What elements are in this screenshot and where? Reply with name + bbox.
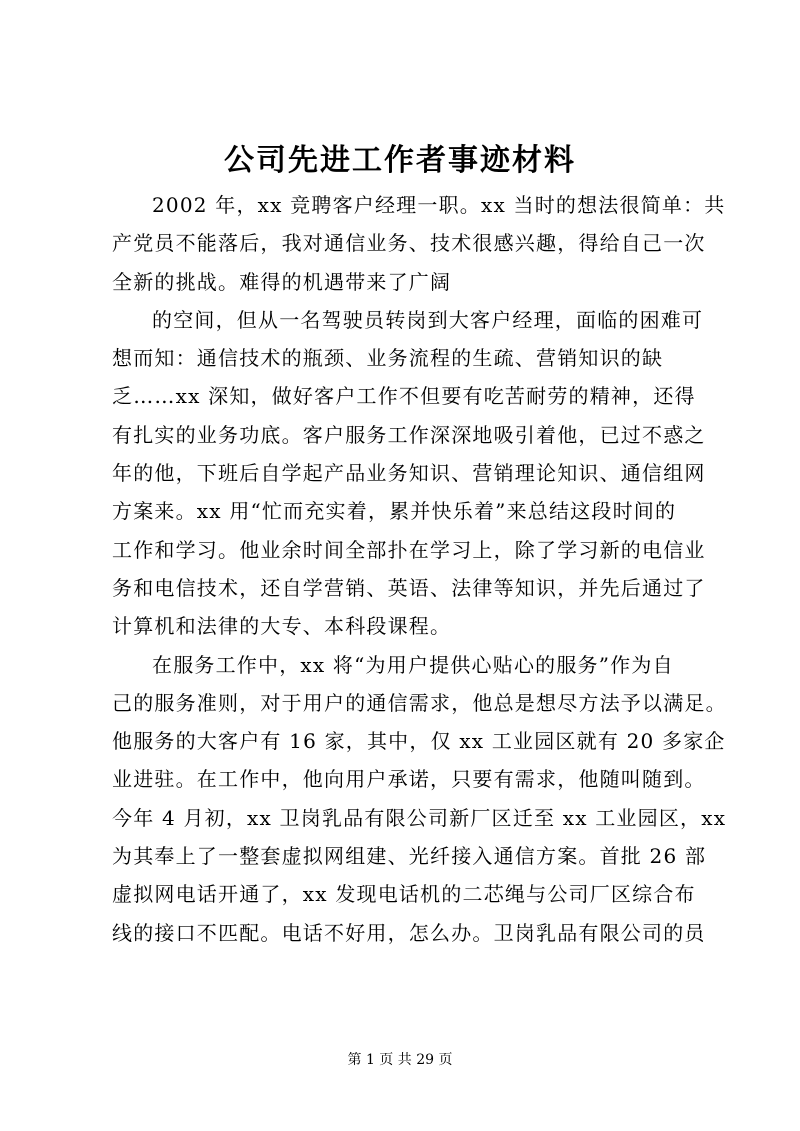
text-line: 工作和学习。他业余时间全部扑在学习上，除了学习新的电信业 xyxy=(112,537,706,562)
text-line: 计算机和法律的大专、本科段课程。 xyxy=(112,614,452,639)
text-line: 乏……xx 深知，做好客户工作不但要有吃苦耐劳的精神，还得 xyxy=(112,384,696,409)
document-title: 公司先进工作者事迹材料 xyxy=(224,143,576,178)
text-line: 己的服务准则，对于用户的通信需求，他总是想尽方法予以满足。 xyxy=(112,690,727,715)
text-line: 方案来。xx 用“忙而充实着，累并快乐着”来总结这段时间的 xyxy=(112,499,677,524)
text-line: 年的他，下班后自学起产品业务知识、营销理论知识、通信组网 xyxy=(112,461,706,486)
page-footer: 第 1 页 共 29 页 xyxy=(347,1052,453,1068)
text-line: 有扎实的业务功底。客户服务工作深深地吸引着他，已过不惑之 xyxy=(112,422,706,447)
text-line: 线的接口不匹配。电话不好用，怎么办。卫岗乳品有限公司的员 xyxy=(112,920,706,945)
document-body xyxy=(112,186,727,952)
text-line: 产党员不能落后，我对通信业务、技术很感兴趣，得给自己一次 xyxy=(112,231,706,256)
text-line: 他服务的大客户有 16 家，其中，仅 xx 工业园区就有 20 多家企 xyxy=(112,729,726,754)
text-line: 为其奉上了一整套虚拟网组建、光纤接入通信方案。首批 26 部 xyxy=(112,844,707,869)
text-line: 想而知：通信技术的瓶颈、业务流程的生疏、营销知识的缺 xyxy=(112,346,664,371)
text-line: 2002 年，xx 竞聘客户经理一职。xx 当时的想法很简单：共 xyxy=(152,193,726,217)
text-line: 在服务工作中，xx 将“为用户提供心贴心的服务”作为自 xyxy=(152,652,674,677)
text-line: 的空间，但从一名驾驶员转岗到大客户经理，面临的困难可 xyxy=(152,307,704,332)
text-line: 今年 4 月初，xx 卫岗乳品有限公司新厂区迁至 xx 工业园区，xx xyxy=(112,805,727,830)
text-line: 全新的挑战。难得的机遇带来了广阔 xyxy=(112,269,452,294)
text-line: 虚拟网电话开通了，xx 发现电话机的二芯绳与公司厂区综合布 xyxy=(112,882,696,907)
text-line: 务和电信技术，还自学营销、英语、法律等知识，并先后通过了 xyxy=(112,575,706,600)
text-line: 业进驻。在工作中，他向用户承诺，只要有需求，他随叫随到。 xyxy=(112,767,706,792)
